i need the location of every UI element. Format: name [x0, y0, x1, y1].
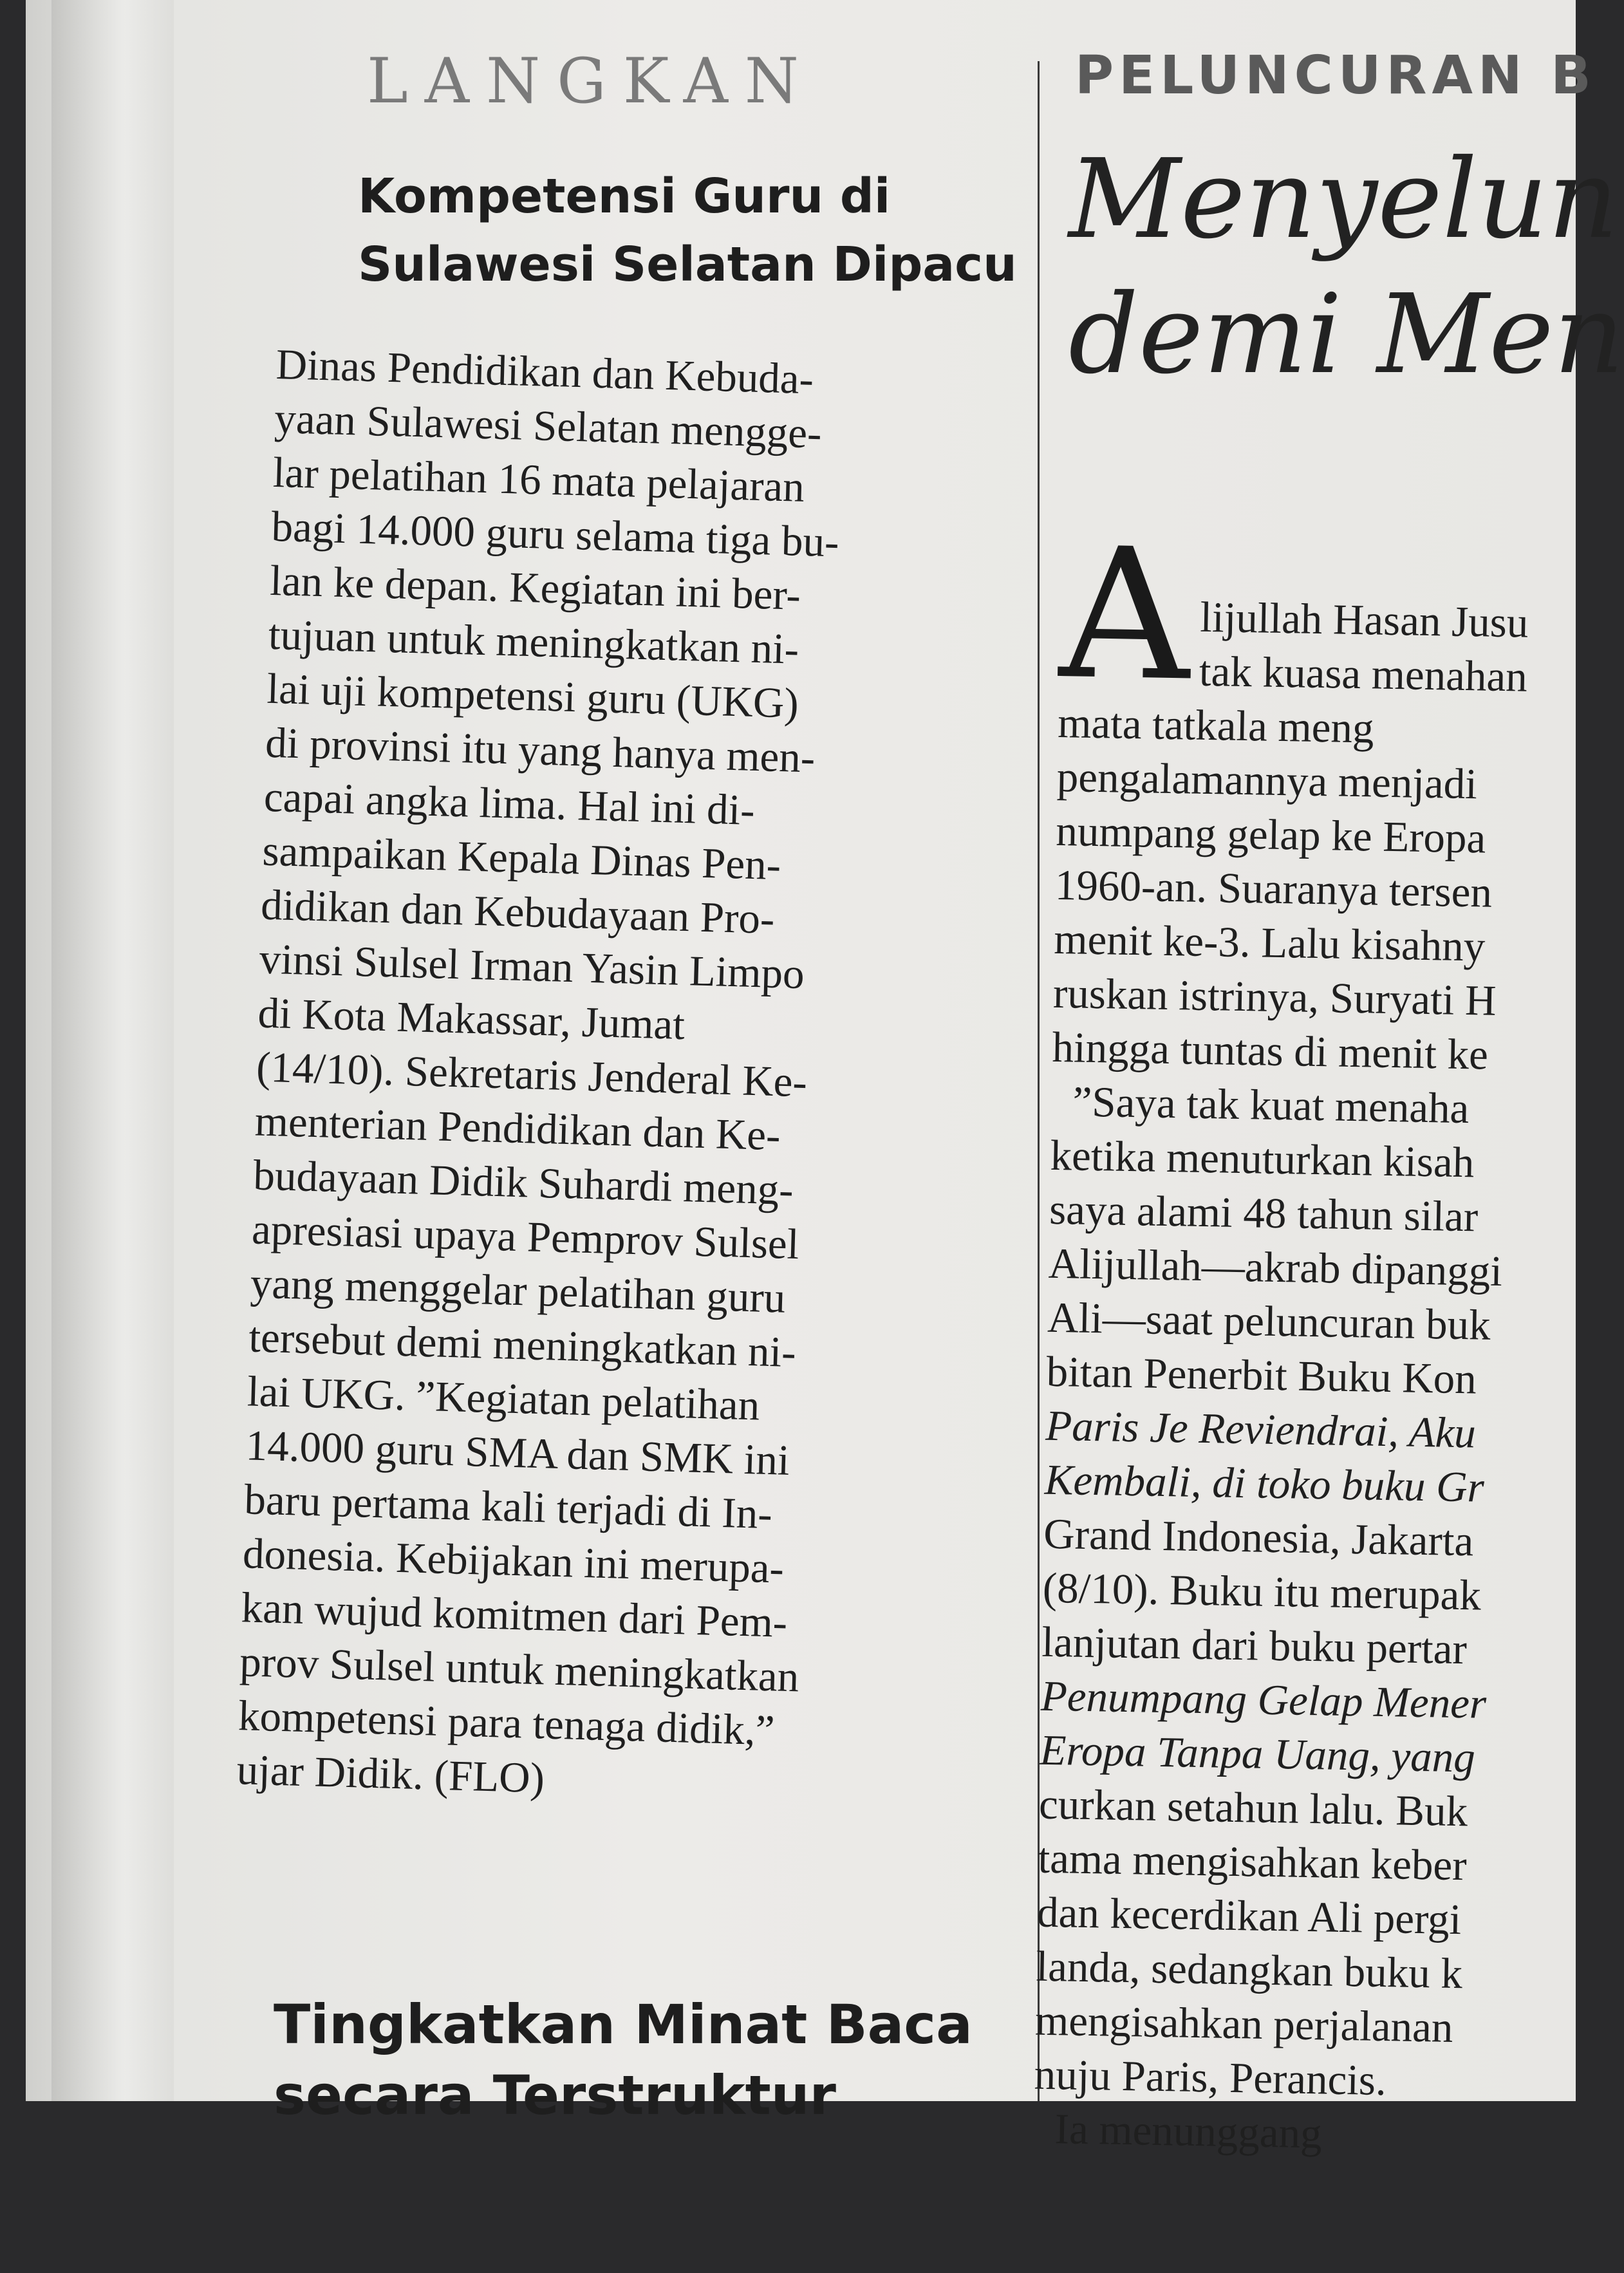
right-body-line: lijullah Hasan Jusu	[1199, 593, 1529, 647]
body-line: 14.000 guru SMA dan SMK ini	[245, 1421, 790, 1484]
right-body-text	[1032, 509, 1575, 2207]
right-body-line: hingga tuntas di menit ke	[1051, 1023, 1489, 1079]
right-body-line: menit ke-3. Lalu kisahny	[1053, 915, 1486, 971]
drop-cap: A	[1058, 509, 1192, 722]
right-body-line: 1960-an. Suaranya tersen	[1054, 861, 1493, 917]
right-body-line: Penumpang Gelap Mener	[1040, 1672, 1487, 1728]
right-body-line: Kembali, di toko buku Gr	[1044, 1455, 1485, 1511]
right-body-line: Ia menunggang	[1032, 2104, 1323, 2158]
body-line: sampaikan Kepala Dinas Pen-	[261, 827, 782, 890]
body-line: Dinas Pendidikan dan Kebuda-	[275, 340, 814, 404]
right-body-line: Ali—saat peluncuran buk	[1047, 1293, 1491, 1349]
body-line: menterian Pendidikan dan Ke-	[254, 1097, 781, 1160]
right-body-line: Eropa Tanpa Uang, yang	[1039, 1726, 1476, 1782]
body-line: ujar Didik. (FLO)	[236, 1746, 545, 1802]
body-line: baru pertama kali terjadi di In-	[243, 1475, 773, 1539]
right-body-line: lanjutan dari buku pertar	[1041, 1618, 1468, 1674]
left-column	[236, 45, 1017, 1802]
right-body-line: landa, sedangkan buku k	[1036, 1942, 1463, 1998]
right-body-line: ketika menuturkan kisah	[1050, 1131, 1475, 1187]
body-line: capai angka lima. Hal ini di-	[263, 772, 756, 835]
body-line: didikan dan Kebudayaan Pro-	[260, 881, 776, 943]
body-line: lan ke depan. Kegiatan ini ber-	[269, 556, 801, 619]
body-line: yaan Sulawesi Selatan mengge-	[274, 394, 823, 458]
body-line: donesia. Kebijakan ini merupa-	[242, 1529, 785, 1593]
right-body-line: mata tatkala meng	[1057, 698, 1375, 753]
right-body-line: curkan setahun lalu. Buk	[1038, 1780, 1468, 1836]
right-article-body	[1031, 480, 1577, 2273]
body-line: kan wujud komitmen dari Pem-	[240, 1584, 789, 1647]
body-line: prov Sulsel untuk meningkatkan	[239, 1638, 800, 1701]
right-body-line: saya alami 48 tahun silar	[1049, 1185, 1479, 1241]
body-line: (14/10). Sekretaris Jenderal Ke-	[256, 1043, 808, 1107]
body-line: lai uji kompetensi guru (UKG)	[266, 664, 799, 727]
body-line: di Kota Makassar, Jumat	[257, 989, 686, 1049]
right-article-headline: Menyelun demi Men	[1069, 136, 1624, 398]
body-line: yang menggelar pelatihan guru	[249, 1259, 787, 1322]
right-body-line: (8/10). Buku itu merupak	[1042, 1564, 1482, 1620]
body-line: di provinsi itu yang hanya men-	[265, 718, 816, 782]
section-kicker: LANGKAN	[367, 45, 816, 117]
body-line: lai UKG. ”Kegiatan pelatihan	[247, 1367, 761, 1430]
right-body-line: numpang gelap ke Eropa	[1055, 807, 1486, 863]
body-line: tersebut demi meningkatkan ni-	[248, 1313, 797, 1377]
right-body-line: tama mengisahkan keber	[1037, 1834, 1468, 1890]
next-article-headline: Tingkatkan Minat Baca secara Terstruktur	[274, 1993, 973, 2127]
right-column	[1032, 45, 1624, 2158]
body-line: budayaan Didik Suhardi meng-	[252, 1151, 794, 1214]
right-body-line: bitan Penerbit Buku Kon	[1046, 1347, 1477, 1403]
body-line: kompetensi para tenaga didik,”	[238, 1692, 776, 1755]
right-body-line: Grand Indonesia, Jakarta	[1043, 1510, 1474, 1566]
right-body-line: Paris Je Reviendrai, Aku	[1045, 1401, 1477, 1457]
body-line: apresiasi upaya Pemprov Sulsel	[251, 1205, 800, 1269]
article-body	[236, 337, 1017, 1817]
page-fold-shadow	[51, 0, 174, 2101]
right-body-line: ruskan istrinya, Suryati H	[1052, 969, 1497, 1025]
right-body-line: tak kuasa menahan	[1199, 647, 1528, 701]
article-headline	[358, 162, 1027, 299]
right-body-line: dan kecerdikan Ali pergi	[1036, 1888, 1462, 1944]
right-body-line: nuju Paris, Perancis.	[1034, 2050, 1387, 2105]
body-line: tujuan untuk meningkatkan ni-	[268, 610, 800, 673]
body-line: lar pelatihan 16 mata pelajaran	[272, 448, 805, 511]
right-body-line: ”Saya tak kuat menaha	[1050, 1077, 1470, 1133]
headline-text: Kompetensi Guru di Sulawesi Selatan Dipacu	[358, 169, 1017, 292]
right-body-line: mengisahkan perjalanan	[1034, 1996, 1454, 2052]
body-line: bagi 14.000 guru selama tiga bu-	[270, 502, 840, 566]
right-body-line: pengalamannya menjadi	[1056, 753, 1478, 809]
right-body-line: Alijullah—akrab dipanggi	[1048, 1239, 1503, 1296]
body-line: vinsi Sulsel Irman Yasin Limpo	[258, 935, 805, 998]
right-section-kicker: PELUNCURAN B	[1075, 45, 1596, 106]
